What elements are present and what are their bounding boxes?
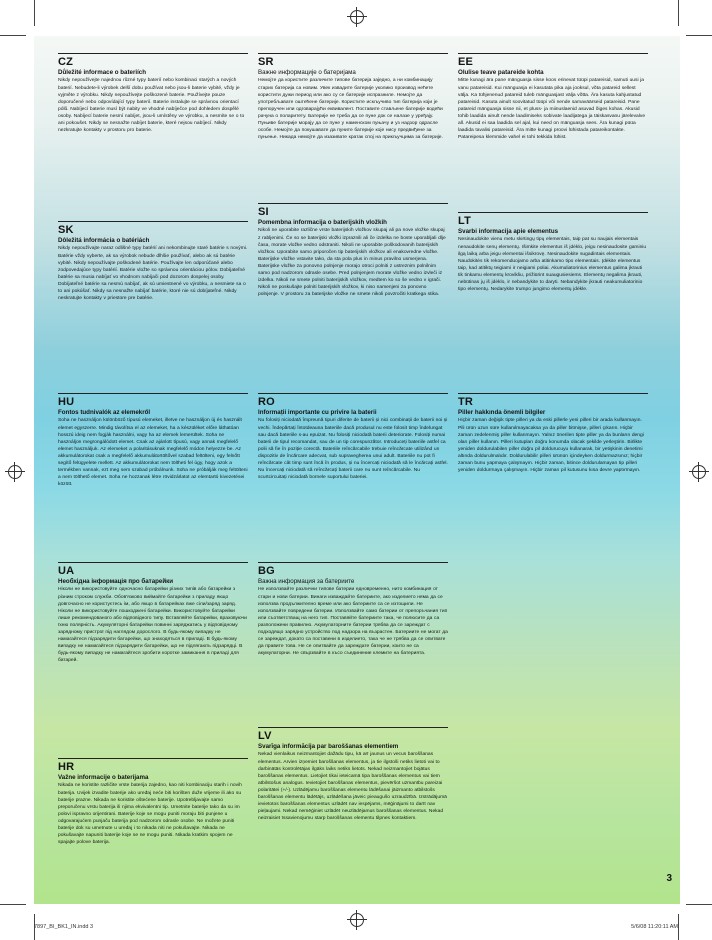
- section-title: Důležité informace o bateriích: [58, 69, 147, 76]
- section-title: Dôležitá informácia o batériách: [58, 237, 150, 244]
- crop-mark: [678, 0, 679, 26]
- registration-mark-left: [8, 465, 22, 479]
- crop-mark: [686, 904, 712, 905]
- section-title: Olulise teave patareide kohta: [458, 69, 544, 76]
- section-title: Важне информације о батеријама: [258, 69, 356, 76]
- section-code: SK: [58, 221, 248, 236]
- registration-mark-top: [350, 10, 364, 24]
- section-hu: [58, 393, 248, 488]
- section-text: Немојте да користите различите типове батерија заједно, а ни комбинацију старих батерија са новим. Увек извадите батерије уколико производ нећете користити дужи период или ако су се батерије испразниле. Немојте да употребљавате оштећене батерије. Користите искључиво тип батерија који је препоручен или одговарајући еквивалент. Поставите стављене батерије водећи рачуна о поларитету. Батерије не треба да се пуне док се налазе у уређају. Пуњиве батерије морају да се пуне у наменском пуњачу и уз надзор одрасле особе. Немојте да покушавате да пуните батерије које нису предвиђене за пуњење. Никада немојте да изазивате кратак спој на прикључцима за батерије.: [258, 78, 443, 141]
- section-text: Nikdy nepoužívejte najednou různé typy baterií nebo kombinaci starých a nových baterií. Nebudete-li výrobek delší dobu používat nebo jsou-li baterie vybité, vždy je vyjměte z výrobku. Nikdy nepoužívejte poškozené baterie. Používejte pouze doporučené nebo odpovídající typy baterií. Baterie instalujte se správnou orientací pólů. Nabíjecí baterie musí být nabity ve vhodné nabíječce pod dohledem dospělé osoby. Nabíjecí baterie nesmí nabíjet, jsou-li umístěny ve výrobku, a nesmíte se o to ani pokoušet. Nikdy se nesnažte nabíjet baterie, které nejsou nabíjecí. Nikdy nezkratujte kontakty v prostoru pro baterie.: [58, 78, 245, 134]
- section-title: Svarīga informācija par baroššanas elementiem: [258, 743, 399, 750]
- section-title: Pomembna informacija o baterijskih vložkih: [258, 219, 387, 226]
- section-code: CZ: [58, 53, 248, 68]
- section-tr: [458, 393, 648, 474]
- section-text: Hiçbir zaman değişik tipte pilleri ya da eski pillerle yeni pilleri bir arada kullanmayın. Pili ürün uzun süre kullanılmayacaksa ya da piller bitmişse, pilleri çıkarın. Hiçbir zaman zedelenmiş piller kullanmayın. Yalnız önerilen tipte piller ya da bunların dengi olan piller kullanın. Pilleri kutupları doğru konumda olacak şekilde yerleştirin. Birlikte yeniden doldurulabilen piller doğru pil doldurucuyu kullanarak, bir yetişkinin denetimi altında doldurulmalıdır. Doldurulabilir pilleri ürünün içindeyken doldurmazsınız; hiçbir zaman bunu yapmaya çalışmayın. Hiçbir zaman, bitince doldurulamayan tip pilleri yeniden doldurmaya çalışmayın. Hiçbir zaman pil kutusunu kısa devre yaptırmayın.: [458, 418, 644, 474]
- section-code: RO: [258, 393, 448, 408]
- section-code: LT: [458, 212, 648, 227]
- section-code: SI: [258, 203, 448, 218]
- section-code: TR: [458, 393, 648, 408]
- section-ee: [458, 53, 648, 141]
- crop-mark: [678, 914, 679, 940]
- section-code: HR: [58, 758, 248, 773]
- crop-mark: [0, 35, 26, 36]
- section-cz: [58, 53, 248, 134]
- slug-filename: 7897_BI_BK1_IN.indd 3: [34, 924, 94, 930]
- section-code: HU: [58, 393, 248, 408]
- section-lv: [258, 727, 448, 822]
- section-code: UA: [58, 562, 248, 577]
- section-text: Nikoli ne uporabite različne vrste baterijskih vložkov skupaj ali pa nove vložke skupaj z rabljenimi. Če so se baterijski vložki izpraznili ali če izdelka ne boste uporabljali dlje časa, morate vložke vedno odstraniti. Nikoli ne uporabite poškodovanih baterijskih vložkov. Uporabite samo priporočen tip baterijskih vložkov ali enakovredne vložke. Baterijske vložke vstavite tako, da sta pola plus in minus pravilno usmerjena. Baterijske vložke za ponovno polnjenje morajo otroci polniti z ustreznim polnilnim samo pod nadzorom odrasle osebe. Pred polnjenjem morate vložke vedno izvleči iz izdelka. Nikoli ne smete polniti baterijskih vložkov, medtem ko so še vedno v igrači. Nikoli ne poskušajte polniti baterijskih vložkov, ki niso namenjeni za ponovno polnjenje. V prostoru za baterijske vložke ne smete nikoli povzročiti kratkega stika.: [258, 228, 446, 298]
- section-text: Nu folosiți niciodată împreună tipuri diferite de baterii și nici combinații de baterii noi și vechi. Îndepărtați întotdeauna bateriile dacă produsul nu este folosit timp îndelungat sau dacă bateriile s-au epuizat. Nu folosiți niciodată baterii deteriorate. Folosiți numai baterii de tipul recomandat, sau de un tip corespunzător. Introduceți bateriile astfel ca polii să fie în poziție corectă. Bateriile reîncărcabile trebuie reîncărcate utilizând un dispozitiv de încărcare adecvat, sub supravegherea unui adult. Bateriile nu pot fi reîncărcate cât timp sunt încă în produs, și nu încercați niciodată să le încărcați astfel. Nu încercați niciodată să reîncărcați baterii care nu sunt reîncărcabile. Nu scurtcircuitați niciodată bornele suportului bateriei.: [258, 418, 448, 481]
- section-title: Važne informacije o baterijama: [58, 774, 149, 781]
- section-text: Soha ne használjon különböző típusú elemeket, illetve ne használjon új és használt elemet egyszerre. Mindig távolítsa el az elemeket, ha a készüléket előre láthatóan hosszú ideig nem fogják használni, vagy ha az elemek lemerültek. Soha ne használjon megrongálódott elemet. Csak az ajánlott típusú, vagy annak megfelelő elemet használjuk. Az elemeket a polaritásuknak megfelelő módon helyezze be. Az akkumulátorokat csak a megfelelő akkumulátortöltővel szabad feltölteni, egy felnőtt segítő felügyelete mellett. Az akkumulátorokat nem töltheti fel úgy, hogy azok a termékben vannak, ezt meg sem szabad próbálnunk. Soha ne próbálják meg feltölteni a nem tölthető elemet. Soha ne hozzanak létre rövidzárlatot az elemtartó kivezetései között.: [58, 418, 248, 488]
- crop-mark: [686, 35, 712, 36]
- slug-timestamp: 5/6/08 11:20:11 AM: [631, 924, 678, 930]
- section-text: Ніколи не використовуйте одночасно батарейки різних типів або батарейки з різним строком служби. Обов'язково виймайте батарейки з приладу якщо довгочасно не користуєтесь ім, або якщо в батарейках вже сіли/заряд заряд. Ніколи не використовуйте пошкоджені батарейки. Використовуйте батарейки лише рекомендованого або відповідного типу. Вставляйте батарейки, враховуючи їхню полярність. Акумуляторні батарейки повинні заряджатись у відповідному зарядному пристрої під наглядом дорослого. В будь-якому випадку не намагайтеся підзарядити батарейки, що знаходяться в приладі. В будь-якому випадку не намагайтеся підзарядити батарейки, що не підлягають підзарядці. В будь-якому випадку не намагайтеся зробити коротке замикання в приладі для батарей.: [58, 587, 247, 664]
- section-code: EE: [458, 53, 648, 68]
- section-title: Svarbi informacija apie elementus: [458, 228, 559, 235]
- section-bg: [258, 562, 448, 657]
- registration-mark-right: [692, 465, 706, 479]
- section-title: Informații importante cu privire la baterii: [258, 409, 377, 416]
- section-sk: [58, 221, 248, 302]
- section-title: Fontos tudnivalók az elemekről: [58, 409, 151, 416]
- crop-mark: [0, 904, 26, 905]
- section-text: Mitte kunagi ära pane mänguasja sisse koos erinevat tüüpi patareisid, samuti uusi ja vanu patareisid. Kui mänguasja ei kasutata pika aja jooksul, võta patareid sellest välja. Ka tühjenenud patareid tuleb mänguasjast välja võtta. Ära kasuta kahjustatud patareisid. Kasuta ainult soovitatud tüüpi või nende samaväärseid patareisid. Pane patareid mänguasja sisse nii, et pluss- ja miinuslaenid asuvad õiges kohas. Akusid tohib laadida ainult nende laadimiseks sobivate laadijatega ja täiskasvanu järelevalve all. Akusid ei saa laadida sel ajal, kui need on mänguasja sees. Ära kunagi püüa laadida tavalisi patareisid. Ära mitte kunagi proovi lühistada patareikontakte. Patareipesa klemmide vahel ei tohi tekkida lühist.: [458, 78, 646, 141]
- section-code: SR: [258, 53, 448, 68]
- section-title: Важна информация за батериите: [258, 578, 355, 585]
- section-title: Необхідна інформація про батарейки: [58, 578, 174, 585]
- section-text: Nikdy nepoužívajte naraz odlišné typy batérií ani nekombinujte staré batérie s novými. Batérie vždy vyberte, ak sa výrobok nebude dlhšie používať, alebo ak sú batérie vybité. Nikdy nepoužívajte poškodené batérie. Používajte len odporúčané alebo zodpovedajúce typy batérií. Batérie vložte so správnou orientáciou pólov. Dobíjateľné batérie sa musia nabíjať vo vhodnom nabíjači pod dozorom dospelej osoby. Dobíjateľné batérie sa nesmú nabíjať, ak sú umiestnené vo výrobku, a nesmiete sa o to ani pokúšať. Nikdy sa nesnažte nabíjať batérie, ktoré nie sú dobíjateľné. Nikdy neskratujte kontakty v priestore pre batérie.: [58, 246, 248, 302]
- section-sr: [258, 53, 448, 141]
- section-text: Nesinaudokite vienu metu skirtingų tipų elementais, taip pat su naujais elementais nenaudokite senų elementų. Išimkite elementus iš įdėklo, jeigu nesinaudosite gaminiu ilgą laiką arba jeigu elementai išsikrovę. Nesinaudokite sugadintais elementais. Naudokitės tik rekomenduojamo arba atitinkamo tipo elementais. Įdėkite elementus taip, kad atitiktų teigiami ir neigiami poliai. Akumuliatorinius elementus galima įkrauti tik tinkamu elementų krovikliu, prižiūrint suaugusiesiems. Elementų negalima įkrauti, nebūtinas jų iš įdėklo, ir nebandykite to daryti. Nebandykite įkrauti neakumuliatorinio tipo elementų. Nedarykite trumpo jungimo elementų įdėkle.: [458, 237, 647, 293]
- section-hr: [58, 758, 248, 846]
- crop-mark: [34, 0, 35, 26]
- registration-mark-bottom: [350, 913, 364, 927]
- section-code: BG: [258, 562, 448, 577]
- section-ua: [58, 562, 248, 664]
- section-lt: [458, 212, 648, 293]
- section-text: Nekad vienlaikus neizmantojiet dažādu tipu, kā arī jaunus un vecus baroššanas elementus. Arvien izņemiet baroššanas elementus, ja tie ilgstoši netiks lietoti vai to darbinātās kontrolētājas ilgāks laiks netiks lietots. Nekad neizmantojiet bojātus baroššanas elementus. Lietojiet tikai ieteicamā tipa baroššanas elementus vai tiem atbilstošus analogus. Ievietojiet baroššanas elementus, pievēršot uzmanību pareizai polaritātei (+/-). Uzlādējamu baroššanas elementu lādēšanai jāizmanto atbilstošs baroššanas elementu lādētājs, uzlādēšana jāveic pieaugušo uzraudzībā. Izstrādājumā ievietotos baroššanas elementus uzlādēt nav iespējams, mēģinājumi to darīt nav pieļaujami. Nekad nemēģiniet uzlādēt neuzlādējamus baroššanas elementus. Nekad neizraisiet īssavienojumu starp baroššanas elementu tilpnes kontaktiem.: [258, 752, 447, 822]
- section-text: Не използвайте различни типове батерии едновременно, нито комбинация от стари и нови батерии. Винаги изваждайте батериите, ако изделието няма да се използва продължително време или ако батериите са се изтощили. Не използвайте повредени батерии. Използвайте само батерии от препоръчания тип или съответстващ на него тип. Поставяйте батериите така, че полюсите да са разположени правилно. Акумулаторните батерии трябва да се зареждат с подходящо зарядно устройство под надзора на възрастен. Батериите не могат да се зареждат, докато са поставени в изделието, така че не трябва да се опитвате да правите това. Не се опитвайте да зареждате батерии, които не са акумулаторни. Не свързвайте в късо съединение клемите на батерията.: [258, 587, 448, 657]
- section-code: LV: [258, 727, 448, 742]
- section-title: Piller hakkında önemli bilgiler: [458, 409, 546, 416]
- section-si: [258, 203, 448, 298]
- section-ro: [258, 393, 448, 481]
- section-text: Nikada ne koristite različite vrste baterija zajedno, kao niti kombinaciju starih i novih baterija. Uvijek izvadite baterije ako uređaj neće biti korišten duže vrijeme ili ako su baterije prazne. Nikada ne koristite oštećene baterije. Upotrebljavajte samo preporučenu vrstu baterija ili njima ekvivalentni tip. Umetnite baterije tako da su im polovi ispravno orijentirani. Baterije koje se mogu puniti moraju biti punjene u odgovarajućem punjaču baterija pod nadzorom odrasle osobe. Ne možete puniti baterije dok su umetnute u uređaj i to nikada niti ne pokušavajte. Nikada ne pokušavajte napuniti baterije koje se ne mogu puniti. Nikada kratkim spojem ne spajajte polove baterija.: [58, 783, 242, 846]
- page-number: 3: [666, 873, 672, 884]
